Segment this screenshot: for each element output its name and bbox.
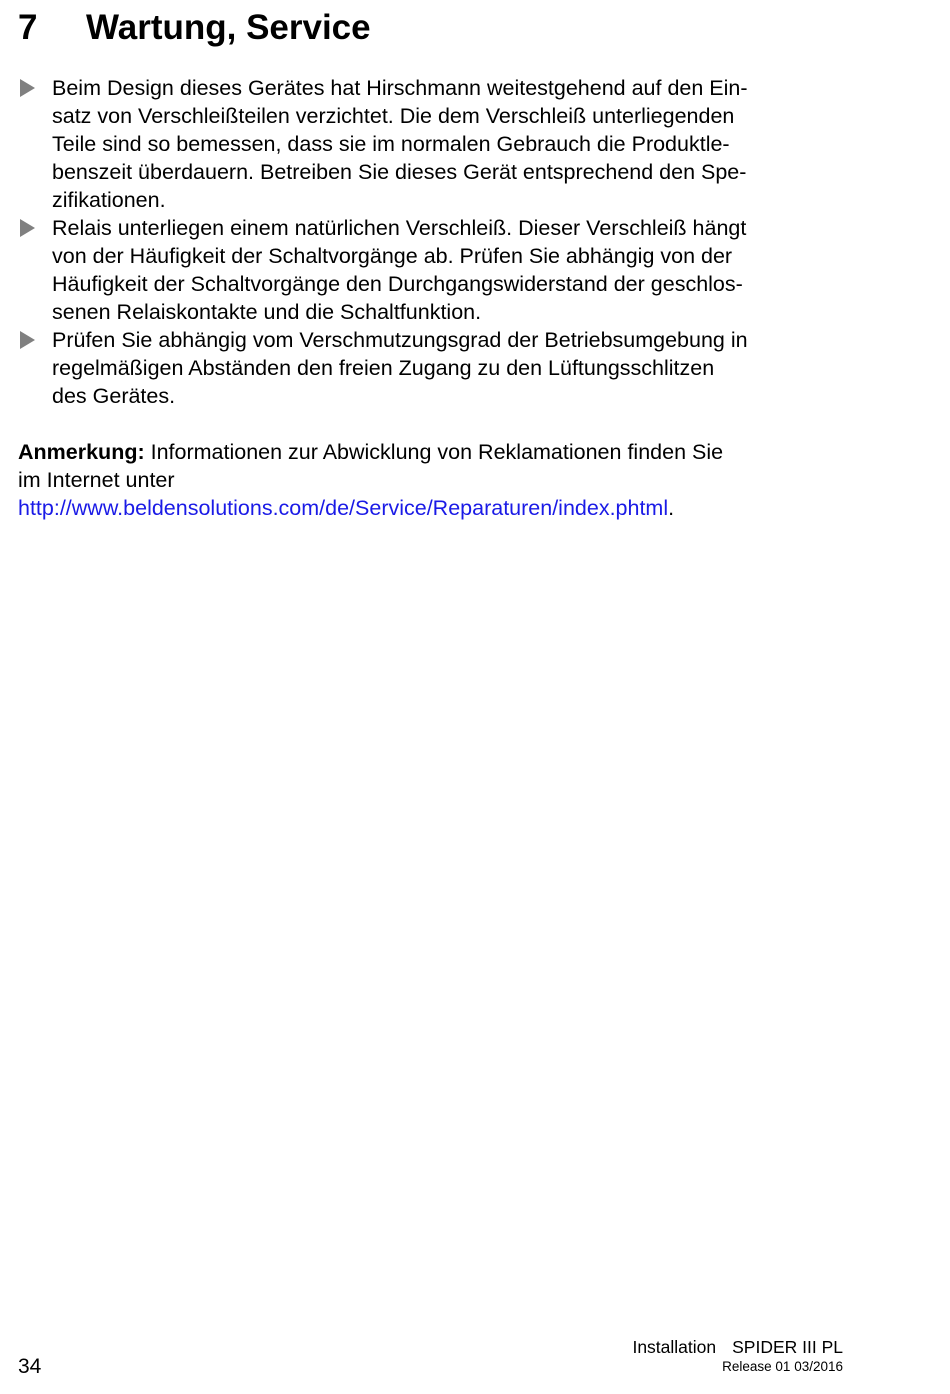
page-number: 34: [18, 1355, 42, 1378]
text-line: Häufigkeit der Schaltvorgänge den Durchgangswiderstand der geschlos-: [52, 272, 743, 296]
text-line: satz von Verschleißteilen verzichtet. Die dem Verschleiß unterliegenden: [52, 104, 735, 128]
footer-product: SPIDER III PL: [732, 1337, 843, 1357]
text-line: regelmäßigen Abständen den freien Zugang zu den Lüftungsschlitzen: [52, 356, 715, 380]
bullet-item: [18, 326, 853, 410]
footer-doc-type: Installation: [632, 1337, 717, 1357]
bullet-item: [18, 74, 853, 214]
text-line: zifikationen.: [52, 188, 166, 212]
note-label: Anmerkung:: [18, 440, 145, 464]
page-heading: [18, 6, 371, 50]
service-link[interactable]: http://www.beldensolutions.com/de/Service/Reparaturen/index.phtml: [18, 496, 669, 520]
text-line: benszeit überdauern. Betreiben Sie dieses Gerät entsprechend den Spe-: [52, 160, 747, 184]
text-line: Teile sind so bemessen, dass sie im normalen Gebrauch die Produktle-: [52, 132, 730, 156]
bullet-item: [18, 214, 853, 326]
triangle-right-icon: [20, 79, 35, 97]
text-line: Prüfen Sie abhängig vom Verschmutzungsgrad der Betriebsumgebung in: [52, 328, 748, 352]
note-link-line: [18, 494, 853, 522]
text-line: Beim Design dieses Gerätes hat Hirschmann weitestgehend auf den Ein-: [52, 76, 748, 100]
link-period: .: [668, 496, 675, 520]
text-line: von der Häufigkeit der Schaltvorgänge ab. Prüfen Sie abhängig von der: [52, 244, 733, 268]
note-line: im Internet unter: [18, 468, 175, 492]
text-line: des Gerätes.: [52, 384, 176, 408]
note-line: [18, 438, 853, 466]
footer-info: [632, 1336, 843, 1375]
triangle-right-icon: [20, 219, 35, 237]
text-line: Relais unterliegen einem natürlichen Verschleiß. Dieser Verschleiß hängt: [52, 216, 747, 240]
footer-doc-line: [632, 1336, 843, 1358]
chapter-title: Wartung, Service: [86, 8, 371, 47]
triangle-right-icon: [20, 331, 35, 349]
note-text: Informationen zur Abwicklung von Reklamationen finden Sie: [144, 440, 724, 464]
footer-release: Release 01 03/2016: [722, 1359, 843, 1374]
text-line: senen Relaiskontakte und die Schaltfunktion.: [52, 300, 482, 324]
chapter-number: 7: [18, 8, 38, 47]
note-block: [18, 438, 853, 522]
main-content: [18, 74, 853, 522]
